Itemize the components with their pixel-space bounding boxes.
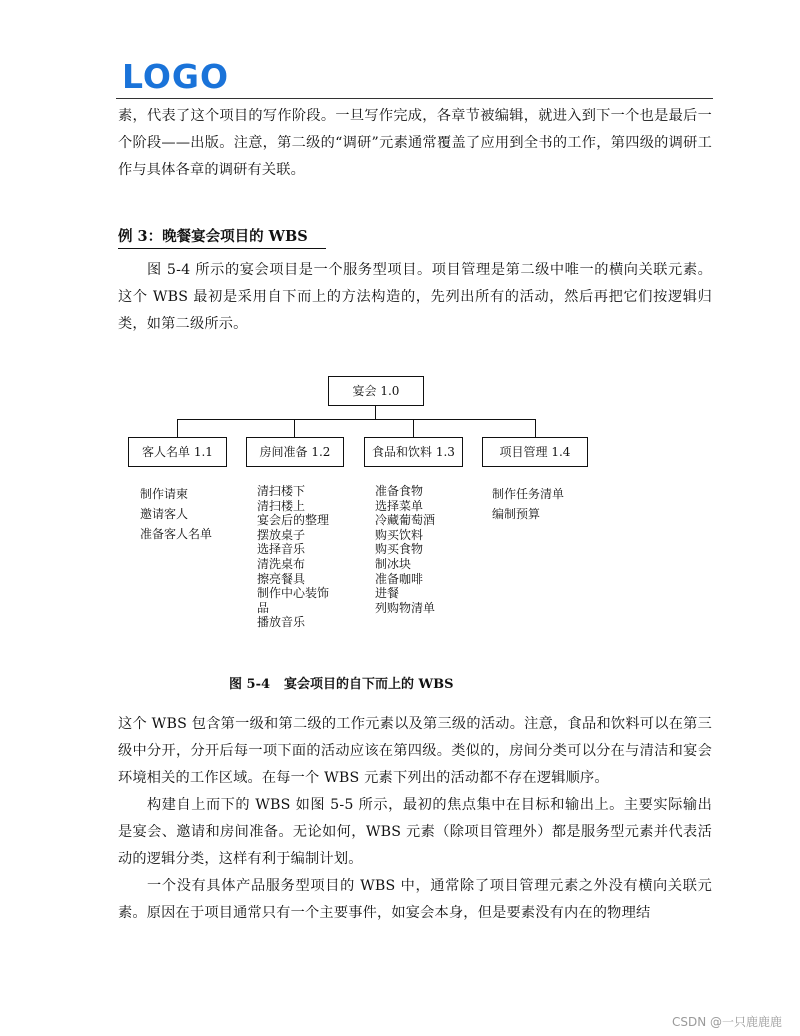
activity-item: 清扫楼下 xyxy=(257,484,306,498)
activity-item: 选择音乐 xyxy=(257,542,306,557)
activity-item: 购买饮料 xyxy=(375,527,424,542)
activities-1-1 xyxy=(140,484,212,544)
connector-1-1 xyxy=(177,419,178,437)
connector-root-stem xyxy=(375,405,376,419)
figure-caption-text: 宴会项目的自下而上的 WBS xyxy=(284,677,454,692)
activity-item: 冷藏葡萄酒 xyxy=(375,513,436,528)
activity-item: 准备咖啡 xyxy=(375,571,424,586)
activities-1-2 xyxy=(257,484,329,630)
logo: LOGO xyxy=(122,57,230,96)
activity-item: 清扫楼上 xyxy=(257,498,306,513)
example-block xyxy=(118,257,712,338)
connector-1-4 xyxy=(535,419,536,437)
figure-caption xyxy=(229,676,454,694)
activity-item: 准备客人名单 xyxy=(140,527,213,541)
activity-item: 选择菜单 xyxy=(375,498,424,513)
figure-number: 图 5-4 xyxy=(229,677,271,692)
activity-item: 宴会后的整理 xyxy=(257,513,330,528)
wbs-root-node: 宴会 1.0 xyxy=(328,376,424,406)
wbs-node-1-3: 食品和饮料 1.3 xyxy=(364,437,463,467)
activity-item: 摆放桌子 xyxy=(257,527,306,542)
connector-1-3 xyxy=(413,419,414,437)
activities-1-4 xyxy=(492,484,564,524)
wbs-node-1-2: 房间准备 1.2 xyxy=(246,437,344,467)
intro-paragraph: 素，代表了这个项目的写作阶段。一旦写作完成，各章节被编辑，就进入到下一个也是最后一个阶段——出版。注意，第二级的“调研”元素通常覆盖了应用到全书的工作，第四级的调研工作与具体各章的调研有关联。 xyxy=(118,108,712,178)
example-paragraph: 图 5-4 所示的宴会项目是一个服务型项目。项目管理是第二级中唯一的横向关联元素。这个 WBS 最初是采用自下而上的方法构造的，先列出所有的活动，然后再把它们按逻辑归类，如第二级所示。 xyxy=(118,262,712,332)
header-divider xyxy=(116,98,713,99)
wbs-node-1-1: 客人名单 1.1 xyxy=(128,437,227,467)
activity-item: 擦亮餐具 xyxy=(257,571,306,586)
activity-item: 制作中心装饰 xyxy=(257,586,330,601)
activity-item: 制作请柬 xyxy=(140,487,189,501)
activity-item: 播放音乐 xyxy=(257,615,306,630)
connector-horizontal xyxy=(177,419,536,420)
activity-item: 清洗桌布 xyxy=(257,556,306,571)
activity-item: 邀请客人 xyxy=(140,507,189,521)
activity-item: 进餐 xyxy=(375,586,400,601)
activity-item: 列购物清单 xyxy=(375,600,436,615)
watermark: CSDN @一只鹿鹿鹿 xyxy=(671,1015,782,1029)
activity-item: 制作任务清单 xyxy=(492,487,565,501)
activity-item: 制冰块 xyxy=(375,556,412,571)
activity-item: 编制预算 xyxy=(492,507,541,521)
body-paragraph-3: 一个没有具体产品服务型项目的 WBS 中，通常除了项目管理元素之外没有横向关联元素。原因在于项目通常只有一个主要事件，如宴会本身，但是要素没有内在的物理结 xyxy=(118,878,712,921)
body-paragraph-2: 构建自上而下的 WBS 如图 5-5 所示，最初的焦点集中在目标和输出上。主要实际输出是宴会、邀请和房间准备。无论如何，WBS 元素（除项目管理外）都是服务型元素并代表活动的逻辑分类，这样有利于编制计划。 xyxy=(118,797,712,867)
activity-item: 准备食物 xyxy=(375,484,424,498)
activity-item: 品 xyxy=(257,600,270,615)
activities-1-3 xyxy=(375,484,435,615)
example-heading: 例 3：晚餐宴会项目的 WBS xyxy=(118,227,326,249)
body-paragraph-1: 这个 WBS 包含第一级和第二级的工作元素以及第三级的活动。注意，食品和饮料可以在第三级中分开，分开后每一项下面的活动应该在第四级。类似的，房间分类可以分在与清洁和宴会环境相关的工作区域。在每一个 WBS 元素下列出的活动都不存在逻辑顺序。 xyxy=(118,716,712,786)
wbs-node-1-4: 项目管理 1.4 xyxy=(482,437,588,467)
intro-block xyxy=(118,103,712,184)
body-block xyxy=(118,711,712,927)
activity-item: 购买食物 xyxy=(375,542,424,557)
connector-1-2 xyxy=(294,419,295,437)
